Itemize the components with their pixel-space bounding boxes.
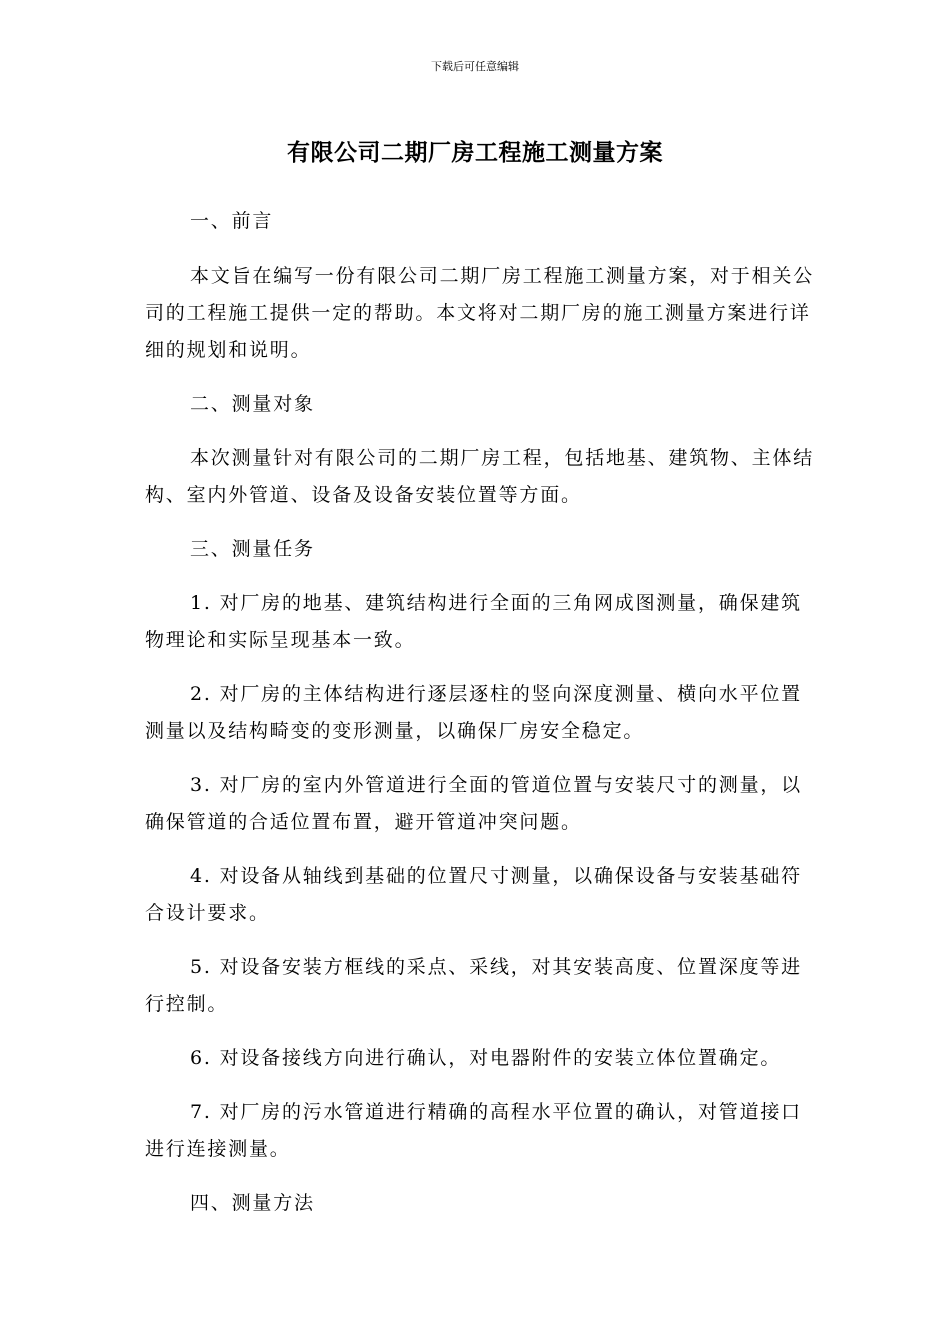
task-item: 1. 对厂房的地基、建筑结构进行全面的三角网成图测量，确保建筑物理论和实际呈现基本一致。 [145,592,802,651]
task-item: 3. 对厂房的室内外管道进行全面的管道位置与安装尺寸的测量，以确保管道的合适位置布置，避开管道冲突问题。 [145,774,802,833]
task-item: 7. 对厂房的污水管道进行精确的高程水平位置的确认，对管道接口进行连接测量。 [145,1101,802,1160]
paragraph-preface: 本文旨在编写一份有限公司二期厂房工程施工测量方案，对于相关公司的工程施工提供一定的帮助。本文将对二期厂房的施工测量方案进行详细的规划和说明。 [145,265,815,361]
paragraph-measurement-object: 本次测量针对有限公司的二期厂房工程，包括地基、建筑物、主体结构、室内外管道、设备及设备安装位置等方面。 [145,447,815,506]
section-heading-measurement-tasks: 三、测量任务 [190,538,315,560]
section-heading-measurement-object: 二、测量对象 [190,393,315,415]
document-body [145,203,815,1222]
task-item: 6. 对设备接线方向进行确认，对电器附件的安装立体位置确定。 [190,1047,782,1069]
section-heading-measurement-methods: 四、测量方法 [190,1192,315,1214]
task-item: 5. 对设备安装方框线的采点、采线，对其安装高度、位置深度等进行控制。 [145,956,802,1015]
section-heading-preface: 一、前言 [190,210,274,232]
task-item: 2. 对厂房的主体结构进行逐层逐柱的竖向深度测量、横向水平位置测量以及结构畸变的变形测量，以确保厂房安全稳定。 [145,683,802,742]
header-note: 下载后可任意编辑 [431,60,519,73]
task-item: 4. 对设备从轴线到基础的位置尺寸测量，以确保设备与安装基础符合设计要求。 [145,865,802,924]
page-title: 有限公司二期厂房工程施工测量方案 [287,140,663,166]
